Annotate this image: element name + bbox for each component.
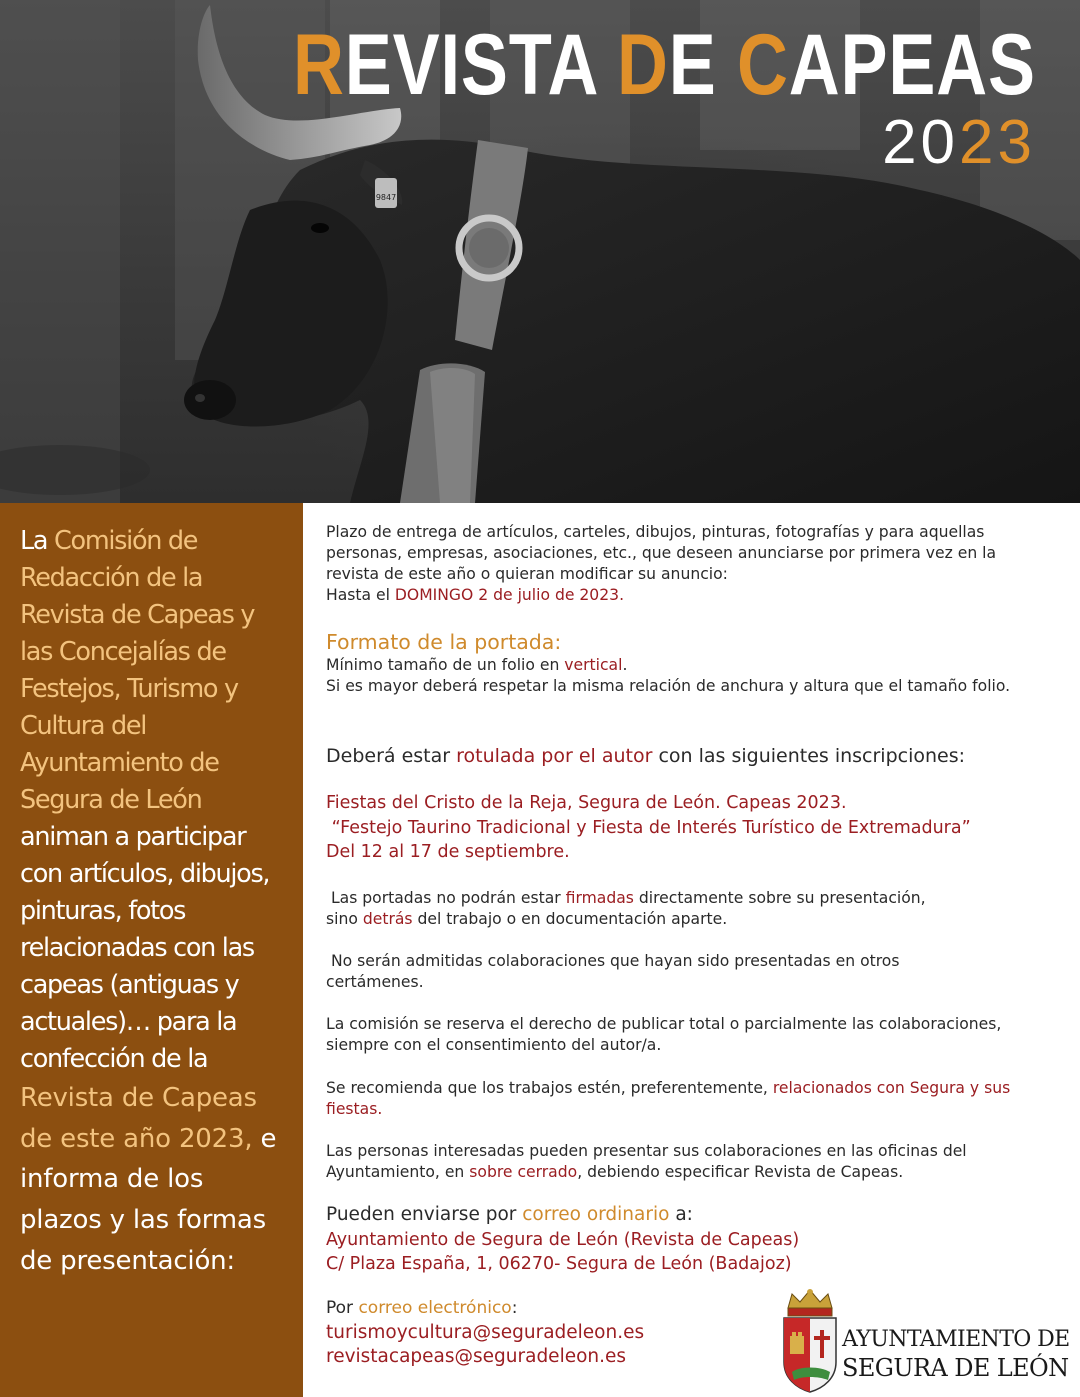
- recommend-block: [326, 1078, 1051, 1120]
- format-block: [326, 630, 1051, 697]
- title-segment: EVISTA: [344, 17, 618, 113]
- format-line-1-prefix: Mínimo tamaño de un folio en: [326, 656, 565, 674]
- closing-segment: e informa de los plazos y las formas de presentación:: [20, 1123, 277, 1276]
- email-suffix: :: [511, 1298, 518, 1318]
- title-segment: R: [293, 17, 345, 113]
- mail-line: [326, 1203, 1051, 1228]
- year-segment: 20: [882, 108, 960, 177]
- email-highlight: correo electrónico: [358, 1298, 512, 1318]
- town-logo: [778, 1288, 1068, 1394]
- sidebar-closing: [20, 1078, 289, 1282]
- rule-rights: La comisión se reserva el derecho de publicar total o parcialmente las colaboraciones, siempre con el consentimiento del autor/a.: [326, 1015, 1002, 1054]
- signature-line-2: [326, 909, 1051, 930]
- inscription-line: Del 12 al 17 de septiembre.: [326, 842, 570, 862]
- year-segment: 23: [959, 108, 1036, 177]
- format-vertical: vertical: [564, 656, 623, 674]
- intro-segment: animan a participar con artículos, dibujos, pinturas, fotos relacionadas con las capeas (antiguas y actuales)… para la confección de la: [20, 822, 270, 1074]
- format-heading: Formato de la portada:: [326, 630, 562, 654]
- mail-prefix: Pueden enviarse por: [326, 1204, 523, 1225]
- intro-segment: Comisión de Redacción de la Revista de Capeas y las Concejalías de Festejos, Turismo y Cultura del Ayuntamiento de Segura de León: [20, 526, 255, 815]
- submit-block: [326, 1141, 1051, 1183]
- signature-line-1: [326, 888, 1051, 909]
- signature-p4: del trabajo o en documentación aparte.: [412, 910, 728, 928]
- deadline-prefix: Hasta el: [326, 586, 395, 604]
- sidebar-intro: [20, 523, 289, 1078]
- mail-block: [326, 1203, 1051, 1277]
- magazine-year: [882, 108, 1036, 177]
- deadline-text: Plazo de entrega de artículos, carteles, dibujos, pinturas, fotografías y para aquellas personas, empresas, asociaciones, etc., que deseen anunciarse por primera vez en la revista de este año o quieran modificar su anuncio:: [326, 523, 997, 583]
- mail-highlight: correo ordinario: [522, 1204, 670, 1225]
- email-line: [326, 1296, 766, 1321]
- email-prefix: Por: [326, 1298, 359, 1318]
- email-block: [326, 1296, 766, 1370]
- hero-banner: [0, 0, 1080, 503]
- signature-p2: directamente sobre su presentación,: [633, 889, 926, 907]
- email-link[interactable]: turismoycultura@seguradeleon.es: [326, 1321, 645, 1343]
- sidebar-panel: [0, 503, 303, 1397]
- inscription-line: “Festejo Taurino Tradicional y Fiesta de Interés Turístico de Extremadura”: [326, 817, 971, 838]
- label-highlight: rotulada por el autor: [456, 745, 653, 767]
- mail-address-line: C/ Plaza España, 1, 06270- Segura de León (Badajoz): [326, 1254, 792, 1274]
- title-segment: APEAS: [788, 17, 1036, 113]
- coat-of-arms-icon: [778, 1288, 842, 1394]
- rule-admitted: No serán admitidas colaboraciones que hayan sido presentadas en otros certámenes.: [326, 952, 905, 991]
- recommend-prefix: Se recomienda que los trabajos estén, preferentemente,: [326, 1079, 773, 1097]
- format-line-1: [326, 655, 1051, 676]
- format-line-1-suffix: .: [622, 656, 628, 674]
- inscription-line: Fiestas del Cristo de la Reja, Segura de León. Capeas 2023.: [326, 793, 847, 813]
- closing-segment: Revista de Capeas de este año 2023,: [20, 1083, 257, 1154]
- signature-p1: Las portadas no podrán estar: [326, 889, 566, 907]
- recommend-highlight: relacionados con Segura y sus fiestas.: [326, 1079, 1011, 1118]
- mail-suffix: a:: [669, 1204, 693, 1225]
- town-name: [842, 1326, 1070, 1382]
- submit-p2: , debiendo especificar Revista de Capeas.: [577, 1163, 904, 1181]
- submit-highlight: sobre cerrado: [469, 1163, 578, 1181]
- label-suffix: con las siguientes inscripciones:: [652, 745, 966, 767]
- title-segment: C: [737, 17, 789, 113]
- deadline-date: DOMINGO 2 de julio de 2023.: [394, 586, 625, 604]
- intro-segment: La: [20, 526, 55, 556]
- submit-p1: Las personas interesadas pueden presentar sus colaboraciones en las oficinas del Ayuntamiento, en: [326, 1142, 967, 1181]
- label-line: [326, 744, 1051, 768]
- town-name-line: AYUNTAMIENTO DE: [842, 1327, 1070, 1352]
- inscriptions-block: [326, 791, 1051, 865]
- deadline-date-line: [326, 585, 1051, 606]
- ear-tag-text: 9847: [375, 193, 397, 202]
- title-segment: E: [668, 17, 738, 113]
- magazine-title: [293, 17, 1036, 113]
- mail-address-line: Ayuntamiento de Segura de León (Revista de Capeas): [326, 1229, 800, 1250]
- town-name-line: SEGURA DE LEÓN: [842, 1354, 1069, 1382]
- label-prefix: Deberá estar: [326, 745, 457, 767]
- signature-p3: sino: [326, 910, 363, 928]
- deadline-block: [326, 522, 1051, 606]
- signature-rule: [326, 888, 1051, 930]
- format-line-2: Si es mayor deberá respetar la misma relación de anchura y altura que el tamaño folio.: [326, 677, 1011, 695]
- email-link[interactable]: revistacapeas@seguradeleon.es: [326, 1346, 627, 1367]
- title-segment: D: [617, 17, 669, 113]
- signature-firmadas: firmadas: [565, 889, 634, 907]
- signature-detras: detrás: [362, 910, 413, 928]
